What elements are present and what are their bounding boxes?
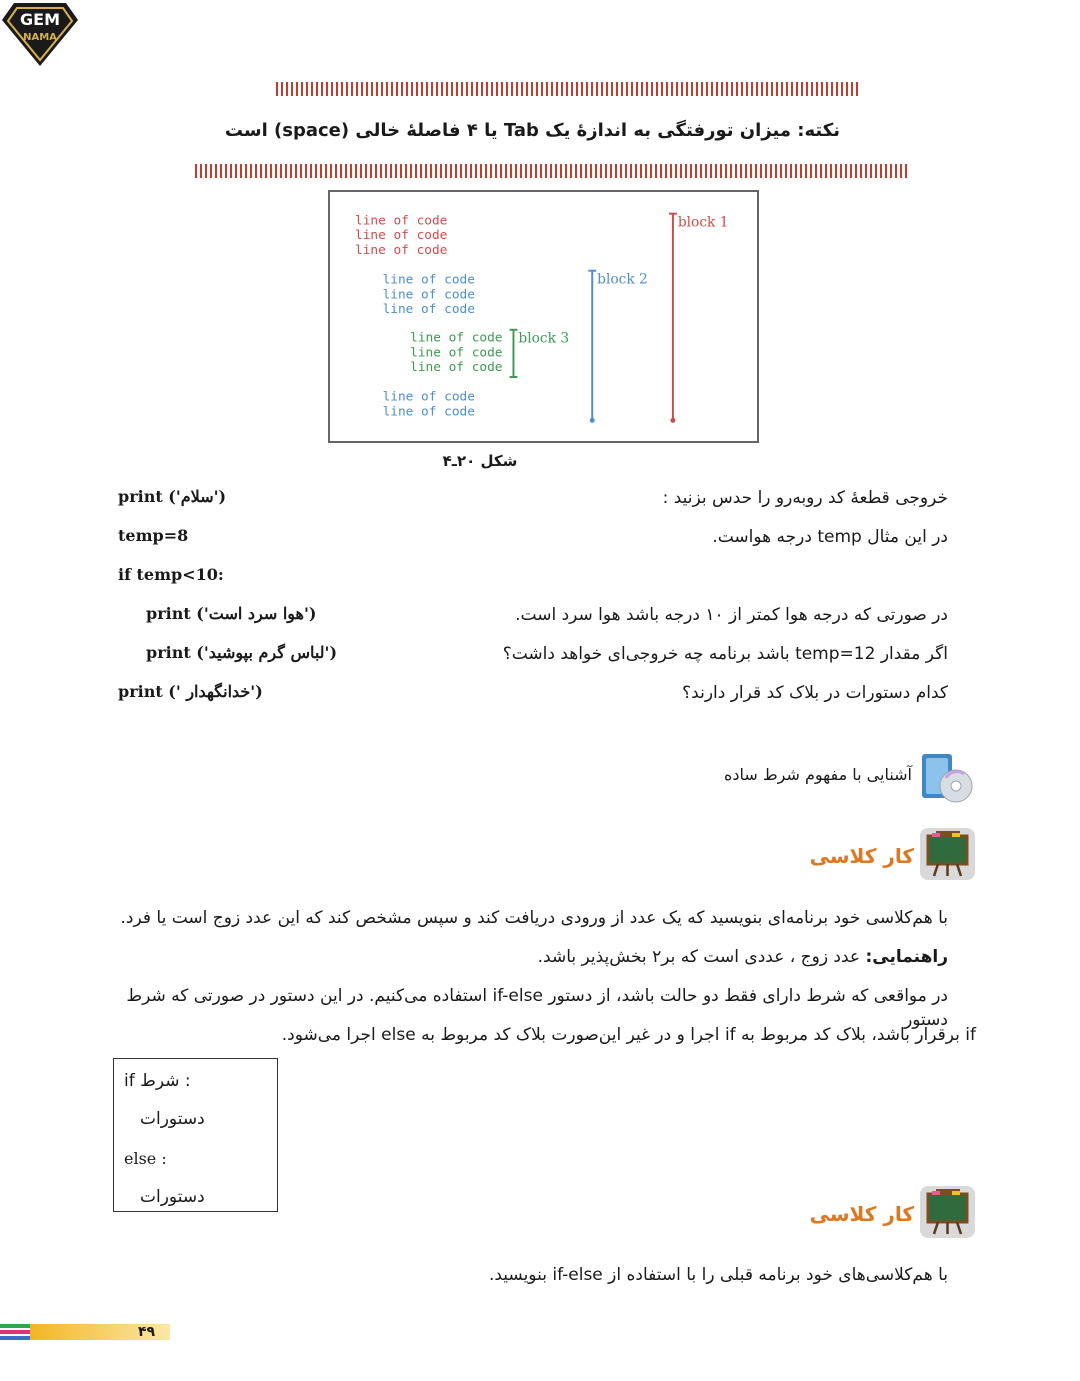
logo-text-nama: NAMA [23,32,57,43]
question-1: خروجی قطعهٔ کد روبه‌رو را حدس بزنید : [662,488,948,508]
code-line-red-1: line of code [355,213,448,229]
code-line-3: if temp<10: [118,565,224,584]
classwork-board-icon [920,828,975,880]
if-else-syntax-box [113,1058,278,1212]
hint-line [100,945,948,969]
if-else-paragraph-2: if برقرار باشد، بلاک کد مربوط به if اجرا و در غیر این‌صورت بلاک کد مربوط به else اجرا می‌شود. [281,1025,976,1045]
code-line-6: print (' خدانگهدار') [118,682,263,701]
code-line-blue-4: line of code [382,389,475,405]
logo-text-gem: GEM [20,10,60,29]
code-line-4: print ('هوا سرد است') [146,604,317,623]
code-line-blue-3: line of code [382,302,475,318]
classwork-1-title: کار کلاسی [809,844,914,868]
indentation-diagram [330,192,757,441]
syntax-else-line: else : [124,1149,167,1168]
code-line-1: print ('سلام') [118,487,227,506]
classwork-1-text: با هم‌کلاسی خود برنامه‌ای بنویسید که یک عدد از ورودی دریافت کند و سپس مشخص کند که این عدد زوج است یا فرد. [120,908,948,928]
code-line-5: print ('لباس گرم بپوشید') [146,643,338,662]
question-2: در این مثال temp درجه هواست. [712,527,948,547]
code-line-red-3: line of code [355,243,448,259]
question-5: کدام دستورات در بلاک کد قرار دارند؟ [682,683,948,703]
hint-text: عدد زوج ، عددی است که بر۲ بخش‌پذیر باشد. [537,947,861,967]
code-line-green-1: line of code [410,330,503,346]
syntax-statements-1: دستورات [140,1109,205,1129]
gem-nama-logo [0,0,80,68]
second-dotted-rule [195,164,907,178]
block2-label: block 2 [597,271,648,288]
cd-icon [920,750,976,804]
syntax-if-line: if شرط : [124,1071,191,1091]
top-dotted-rule [276,82,861,96]
note-text: میزان تورفتگی به اندازهٔ یک Tab یا ۴ فاصلهٔ خالی (space) است [224,120,792,141]
code-line-green-3: line of code [410,360,503,376]
syntax-statements-2: دستورات [140,1187,205,1207]
section-intro-label: آشنایی با مفهوم شرط ساده [723,765,912,784]
question-3: در صورتی که درجه هوا کمتر از ۱۰ درجه باشد هوا سرد است. [515,605,948,625]
classwork-board-icon-2 [920,1186,975,1238]
code-line-2: temp=8 [118,526,189,545]
classwork-2-title: کار کلاسی [809,1202,914,1226]
indentation-figure [328,190,759,443]
figure-caption: شکل ۲۰ـ۴ [442,452,518,470]
code-line-green-2: line of code [410,345,503,361]
question-4: اگر مقدار temp=12 باشد برنامه چه خروجی‌ای خواهد داشت؟ [502,644,948,664]
note-label: نکته: [797,120,840,141]
code-line-blue-5: line of code [382,404,475,420]
hint-label: راهنمایی: [865,947,948,967]
note-heading [200,116,840,146]
if-else-paragraph-1: در مواقعی که شرط دارای فقط دو حالت باشد، از دستور if-else استفاده می‌کنیم. در این دستور در صورتی که شرط دستور [126,986,948,1030]
classwork-2-text: با هم‌کلاسی‌های خود برنامه قبلی را با استفاده از if-else بنویسید. [488,1265,948,1285]
block1-label: block 1 [677,214,729,231]
page-number: ۴۹ [138,1324,156,1340]
code-line-blue-2: line of code [382,287,475,303]
block3-label: block 3 [518,330,570,347]
code-line-blue-1: line of code [382,272,475,288]
code-line-red-2: line of code [355,228,448,244]
